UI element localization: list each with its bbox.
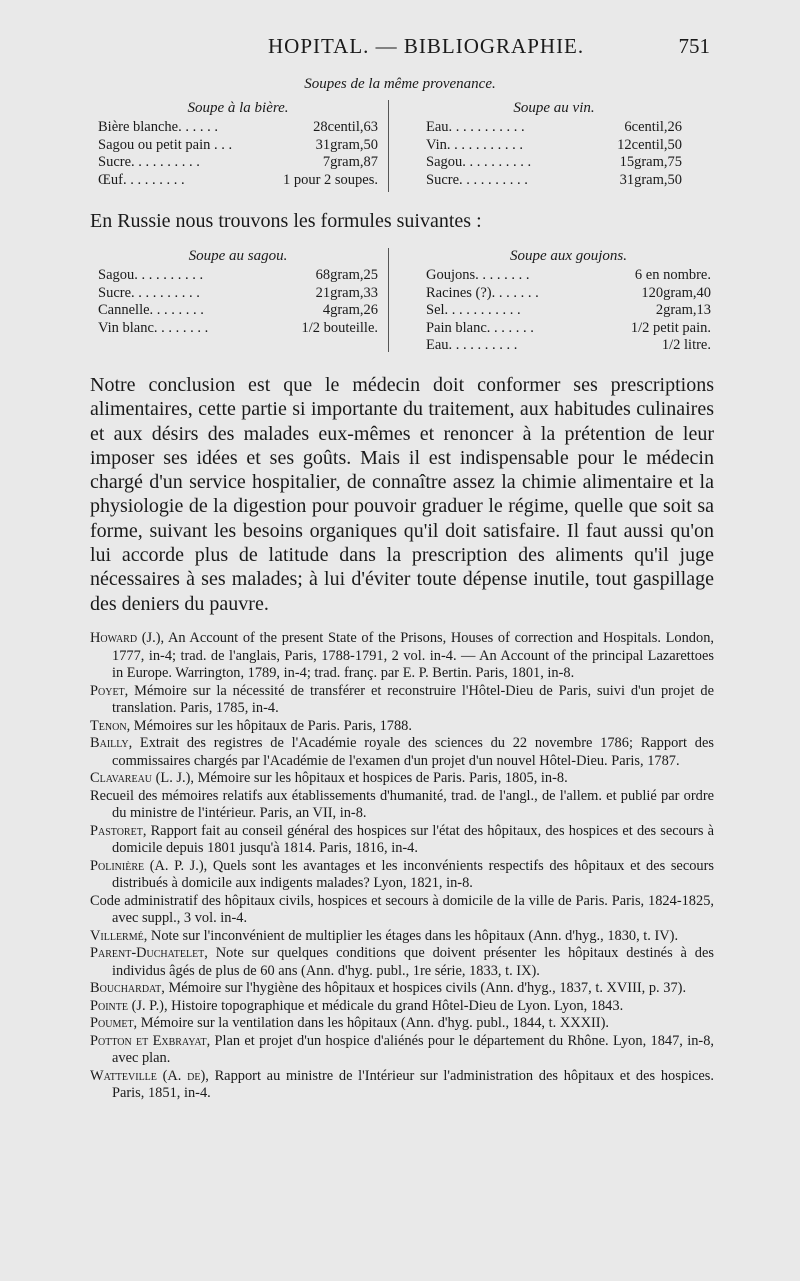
column-divider bbox=[388, 248, 389, 352]
entry-text: Histoire topographique et médicale du grand Hôtel-Dieu de Lyon. Lyon, 1843. bbox=[167, 997, 624, 1014]
entry-text: Recueil des mémoires relatifs aux établissements d'humanité, trad. de l'angl., de l'allem. et publié par ordre du ministre de l'intérieur. Paris, an VII, in-8. bbox=[90, 787, 714, 821]
recipe-table-goujons bbox=[426, 248, 711, 355]
table-rows bbox=[426, 119, 682, 189]
bibliography-entry bbox=[90, 945, 714, 980]
recipe-table-biere bbox=[98, 100, 378, 189]
entry-text: An Account of the present State of the Prisons, Houses of correction and Hospitals. London, 1777, in-4; trad. de l'anglais, Paris, 1788-1791, 2 vol. in-4. — An Account of the principal Lazarettoes in Europe. Warrington, 1789, in-4; trad. franç. par E. P. Bertin. Paris, 1801, in-8. bbox=[112, 630, 714, 681]
entry-author: Pastoret, bbox=[90, 822, 147, 839]
entry-text: Mémoire sur l'hygiène des hôpitaux et hospices civils (Ann. d'hyg., 1837, t. XVIII, p. 37). bbox=[164, 980, 687, 996]
ingredient-label: Sucre. . . . . . . . . . bbox=[98, 284, 200, 301]
ingredient-amount: 1/2 litre. bbox=[661, 337, 711, 354]
entry-author: Polinière (A. P. J.), bbox=[90, 857, 208, 874]
ingredient-amount: 15gram,75 bbox=[619, 154, 682, 171]
ingredient-amount: 1/2 petit pain. bbox=[630, 319, 711, 336]
ingredient-label: Eau. . . . . . . . . . bbox=[426, 337, 518, 354]
entry-text: Rapport au ministre de l'Intérieur sur l'administration des hôpitaux et des hospices. Paris, 1851, in-4. bbox=[112, 1067, 714, 1101]
table-row bbox=[426, 267, 711, 285]
entry-text: Mémoire sur la ventilation dans les hôpitaux (Ann. d'hyg. publ., 1844, t. XXXII). bbox=[137, 1015, 609, 1031]
bibliography-entry bbox=[90, 630, 714, 683]
ingredient-label: Sucre. . . . . . . . . . bbox=[98, 154, 200, 171]
table-row bbox=[426, 137, 682, 155]
entry-author: Howard (J.), bbox=[90, 630, 165, 646]
ingredient-label: Œuf. . . . . . . . . bbox=[98, 171, 185, 188]
table-row bbox=[426, 320, 711, 338]
ingredient-label: Sagou ou petit pain . . . bbox=[98, 136, 233, 153]
table-row bbox=[426, 119, 682, 137]
ingredient-amount: 12centil,50 bbox=[617, 136, 682, 153]
bibliography-entry bbox=[90, 858, 714, 893]
page-number: 751 bbox=[678, 34, 710, 58]
entry-text: Note sur l'inconvénient de multiplier les étages dans les hôpitaux (Ann. d'hyg., 1830, t. IV). bbox=[147, 927, 679, 944]
ingredient-amount: 7gram,87 bbox=[322, 154, 378, 171]
ingredient-label: Vin blanc. . . . . . . . bbox=[98, 319, 209, 336]
entry-author: Watteville (A. de), bbox=[90, 1067, 209, 1084]
table-rows bbox=[98, 119, 378, 189]
table-row bbox=[98, 267, 378, 285]
table-caption: Soupe au sagou. bbox=[188, 248, 288, 264]
table-row bbox=[426, 302, 711, 320]
entry-text: Plan et projet d'un hospice d'aliénés pour le département du Rhône. Lyon, 1847, in-8, avec plan. bbox=[112, 1032, 714, 1066]
bibliography-entry bbox=[90, 823, 714, 858]
bibliography-entry bbox=[90, 980, 714, 998]
table-row bbox=[426, 337, 711, 355]
table-row bbox=[98, 119, 378, 137]
tables-caption: Soupes de la même provenance. bbox=[304, 76, 496, 92]
ingredient-label: Racines (?). . . . . . . bbox=[426, 284, 539, 301]
bibliography bbox=[90, 630, 714, 1103]
table-row bbox=[98, 285, 378, 303]
ingredient-amount: 28centil,63 bbox=[313, 119, 378, 135]
table-caption: Soupe au vin. bbox=[513, 100, 595, 116]
entry-text: Code administratif des hôpitaux civils, hospices et secours à domicile de la ville de Paris. Paris, 1824-1825, avec suppl., 3 vol. in-4. bbox=[90, 892, 714, 926]
ingredient-label: Sagou. . . . . . . . . . bbox=[98, 267, 204, 283]
ingredient-amount: 120gram,40 bbox=[641, 284, 711, 301]
entry-author: Poumet, bbox=[90, 1015, 138, 1031]
ingredient-amount: 21gram,33 bbox=[315, 284, 378, 301]
conclusion-paragraph: Notre conclusion est que le médecin doit conformer ses prescriptions alimentaires, cette partie si importante du traitement, aux habitudes culinaires et aux désirs des malades eux-mêmes et renoncer à la prétention de leur imposer ses idées et ses goûts. Mais il est indispensable pour le médecin chargé d'un service hospitalier, de connaître assez la chimie alimentaire et la physiologie de la digestion pour pouvoir graduer le régime, quelle que soit sa forme, suivant les besoins organiques qu'il doit satisfaire. Il faut aussi qu'on lui accorde plus de latitude dans la prescription des aliments qu'il juge nécessaires à ses malades; à lui d'éviter toute dépense inutile, tout gaspillage des deniers du pauvre. bbox=[90, 374, 714, 615]
bibliography-entry bbox=[90, 1033, 714, 1068]
entry-author: Potton et Exbrayat, bbox=[90, 1032, 211, 1049]
ingredient-amount: 31gram,50 bbox=[315, 136, 378, 153]
ingredient-amount: 6 en nombre. bbox=[634, 267, 711, 283]
ingredient-label: Bière blanche. . . . . . bbox=[98, 119, 218, 135]
ingredient-label: Vin. . . . . . . . . . . bbox=[426, 136, 524, 153]
entry-text: Extrait des registres de l'Académie royale des sciences du 22 novembre 1786; Rapport des commissaires chargés par l'Académie de l'examen d'un projet d'un nouvel Hôtel-Dieu. Paris, 1787. bbox=[112, 735, 714, 769]
table-caption: Soupe à la bière. bbox=[187, 100, 289, 116]
section-intro: En Russie nous trouvons les formules suivantes : bbox=[90, 210, 482, 232]
running-head bbox=[0, 34, 800, 64]
entry-text: Mémoire sur la nécessité de transférer et reconstruire l'Hôtel-Dieu de Paris, suivi d'un projet de translation. Paris, 1785, in-4. bbox=[112, 682, 714, 716]
table-caption: Soupe aux goujons. bbox=[509, 248, 628, 264]
ingredient-amount: 31gram,50 bbox=[619, 171, 682, 188]
ingredient-amount: 68gram,25 bbox=[315, 267, 378, 283]
table-rows bbox=[426, 267, 711, 355]
bibliography-entry bbox=[90, 1068, 714, 1103]
table-rows bbox=[98, 267, 378, 337]
bibliography-entry bbox=[90, 1015, 714, 1033]
entry-text: Note sur quelques conditions que doivent présenter les hôpitaux destinés à des individus âgés de plus de 60 ans (Ann. d'hyg. publ., 1re série, 1833, t. IX). bbox=[112, 945, 714, 979]
table-row bbox=[98, 172, 378, 190]
bibliography-entry bbox=[90, 718, 714, 736]
entry-author: Clavareau (L. J.), bbox=[90, 770, 194, 786]
bibliography-entry bbox=[90, 735, 714, 770]
table-row bbox=[426, 285, 711, 303]
running-title: HOPITAL. — BIBLIOGRAPHIE. bbox=[268, 34, 585, 58]
ingredient-label: Eau. . . . . . . . . . . bbox=[426, 119, 525, 135]
ingredient-label: Sucre. . . . . . . . . . bbox=[426, 171, 528, 188]
entry-author: Bouchardat, bbox=[90, 980, 165, 996]
table-row bbox=[98, 154, 378, 172]
entry-author: Poyet, bbox=[90, 682, 129, 699]
entry-text: Quels sont les avantages et les inconvénients respectifs des hôpitaux et des secours distribués à domicile aux indigents malades? Lyon, 1821, in-8. bbox=[112, 857, 714, 891]
entry-text: Mémoire sur les hôpitaux et hospices de Paris. Paris, 1805, in-8. bbox=[193, 770, 568, 786]
recipe-table-sagou bbox=[98, 248, 378, 337]
ingredient-label: Goujons. . . . . . . . bbox=[426, 267, 530, 283]
recipe-table-vin bbox=[426, 100, 682, 189]
column-divider bbox=[388, 100, 389, 192]
table-row bbox=[98, 302, 378, 320]
ingredient-label: Sagou. . . . . . . . . . bbox=[426, 154, 532, 171]
ingredient-amount: 1 pour 2 soupes. bbox=[282, 171, 378, 188]
ingredient-label: Pain blanc. . . . . . . bbox=[426, 319, 534, 336]
entry-text: Mémoires sur les hôpitaux de Paris. Paris, 1788. bbox=[130, 717, 412, 734]
ingredient-amount: 6centil,26 bbox=[624, 119, 682, 135]
bibliography-entry bbox=[90, 788, 714, 823]
ingredient-amount: 1/2 bouteille. bbox=[301, 319, 378, 336]
table-row bbox=[426, 154, 682, 172]
entry-author: Bailly, bbox=[90, 735, 133, 751]
ingredient-amount: 4gram,26 bbox=[322, 302, 378, 319]
entry-author: Pointe (J. P.), bbox=[90, 997, 168, 1014]
bibliography-entry bbox=[90, 928, 714, 946]
entry-author: Parent-Duchatelet, bbox=[90, 945, 208, 961]
ingredient-label: Sel. . . . . . . . . . . bbox=[426, 302, 521, 319]
entry-author: Tenon, bbox=[90, 717, 131, 734]
ingredient-label: Cannelle. . . . . . . . bbox=[98, 302, 204, 319]
table-row bbox=[98, 137, 378, 155]
entry-author: Villermé, bbox=[90, 927, 148, 944]
ingredient-amount: 2gram,13 bbox=[655, 302, 711, 319]
table-row bbox=[426, 172, 682, 190]
bibliography-entry bbox=[90, 893, 714, 928]
bibliography-entry bbox=[90, 683, 714, 718]
table-row bbox=[98, 320, 378, 338]
entry-text: Rapport fait au conseil général des hospices sur l'état des hôpitaux, des hospices et des secours à domicile depuis 1801 jusqu'à 1814. Paris, 1816, in-4. bbox=[112, 822, 714, 856]
bibliography-entry bbox=[90, 998, 714, 1016]
bibliography-entry bbox=[90, 770, 714, 788]
